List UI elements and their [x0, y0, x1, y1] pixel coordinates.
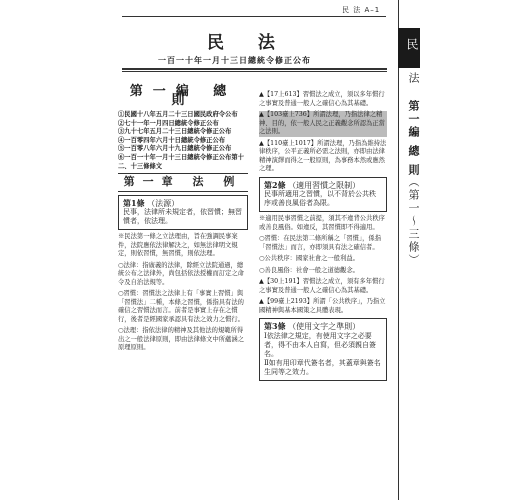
- amendment-item: ④一百零四年六月十日總統令修正公布: [118, 136, 226, 144]
- side-tab-part[interactable]: 第一編 總 則: [407, 100, 420, 177]
- note-paragraph: ○習慣：在民法第二條所稱之「習慣」，係指「習慣法」而言，亦即須具有法之確信者。: [259, 235, 381, 251]
- chapter-rule: [118, 191, 248, 192]
- right-column: [259, 88, 387, 384]
- amendment-item: ⑥一百一十年一月十三日總統令修正公布第十二、十三條條文: [118, 153, 244, 170]
- amendment-item: ②七十一年一月四日總統令修正公布: [118, 119, 219, 127]
- article-3-heading: [264, 322, 382, 332]
- left-column: [118, 84, 248, 353]
- article-1-text: 民事，法律所未規定者，依習慣；無習慣者，依法理。: [123, 208, 242, 226]
- side-tab-law-name-2[interactable]: 法: [407, 72, 420, 85]
- amendment-item: ⑤一百零八年六月十九日總統令修正公布: [118, 145, 232, 153]
- law-title: 民 法: [207, 33, 289, 53]
- note-paragraph: ○公共秩序：國家社會之一般利益。: [259, 255, 359, 262]
- note-paragraph: ○法理：指依法律的精神及其他法的規範所得出之一般法律原則，即由法律條文中所蘊涵之原理原則。: [118, 327, 244, 352]
- running-header: 民 法 A–1: [342, 6, 381, 14]
- article-1-subject: （法源）: [147, 198, 180, 208]
- article-3-number: 第3條: [264, 321, 286, 331]
- law-subtitle: 一百一十年一月十三日總統令修正公布: [158, 55, 311, 65]
- title-rule-thin: [122, 71, 387, 72]
- article-3-paragraph-1: Ⅰ依法律之規定，有使用文字之必要者，得不由本人自寫，但必須親自簽名。: [264, 331, 376, 358]
- case-note: ▲【99臺上2193】所謂「公共秩序」，乃指立國精神與基本國策之具體表現。: [259, 298, 386, 314]
- note-paragraph: ※民法第一條之立法理由，旨在強調民事案件，法院應依法律解決之，如無法律明文規定，則依習慣，無習慣，則依法理。: [118, 233, 238, 258]
- amendment-item: ①民國十八年五月二十三日國民政府令公布: [118, 111, 238, 118]
- note-paragraph: ○習慣：習慣法之法律上有「事實上習慣」與「習慣法」二種，本條之習慣，係指具有法的確信之習慣法而言。前者是事實上存在之慣行，後者是經國家承認具有法之效力之慣行。: [118, 290, 244, 323]
- chapter-title: 第一章 法 例: [123, 175, 243, 189]
- part-title: 第一編 總 則: [129, 84, 237, 108]
- note-paragraph: ※適用民事習慣之前提，須其不違背公共秩序或善良風俗。如違反，其習慣即不得適用。: [259, 215, 385, 231]
- article-3-paragraph-2: Ⅱ如有用印章代簽名者，其蓋章與簽名生同等之效力。: [264, 358, 381, 376]
- article-3-box: [259, 318, 387, 381]
- side-tab-law-name-1[interactable]: 民: [405, 38, 419, 52]
- case-note: ▲【17上613】習慣法之成立，須以多年慣行之事實及普通一般人之確信心為其基礎。: [259, 91, 385, 107]
- note-paragraph: ○法律：指廣義的法律，除經立法院通過，總統公布之法律外，尚包括依法授權而訂定之命令及自治法規等。: [118, 261, 244, 286]
- side-tab-articles[interactable]: （第一～三條）: [407, 176, 420, 267]
- article-2-subject: （適用習慣之限制）: [288, 180, 361, 190]
- header-rule: [122, 16, 386, 17]
- amendment-item: ③九十七年五月二十三日總統令修正公布: [118, 128, 232, 136]
- amendment-list: [118, 111, 248, 171]
- case-note: ▲【30上191】習慣法之成立，須有多年慣行之事實及普通一般人之確信心為其基礎。: [259, 278, 385, 294]
- article-1-number: 第1條: [123, 197, 145, 208]
- article-2-number: 第2條: [264, 179, 286, 190]
- title-rule-thick: [122, 68, 387, 70]
- chapter-rule: [118, 173, 248, 174]
- case-note: ▲【110臺上1017】所謂法理，乃指為維持法律秩序，公平正義所必需之法則，亦即由法律精神演繹而得之一般原則，為事務本然或應然之理。: [259, 139, 387, 172]
- case-note-highlighted: ▲【103臺上736】所謂法理，乃指法律之精神、目的，依一般人民之正義觀念所認為正當之法則。: [259, 111, 387, 137]
- note-paragraph: ○善良風俗：社會一般之道德觀念。: [259, 266, 359, 274]
- article-2-text: 民事所適用之習慣，以不背於公共秩序或善良風俗者為限。: [264, 190, 376, 207]
- article-2-heading: [264, 181, 382, 191]
- article-1-box: [118, 195, 248, 231]
- article-3-subject: （使用文字之準則）: [288, 322, 361, 331]
- article-2-box: [259, 177, 387, 213]
- article-1-heading: [123, 199, 243, 209]
